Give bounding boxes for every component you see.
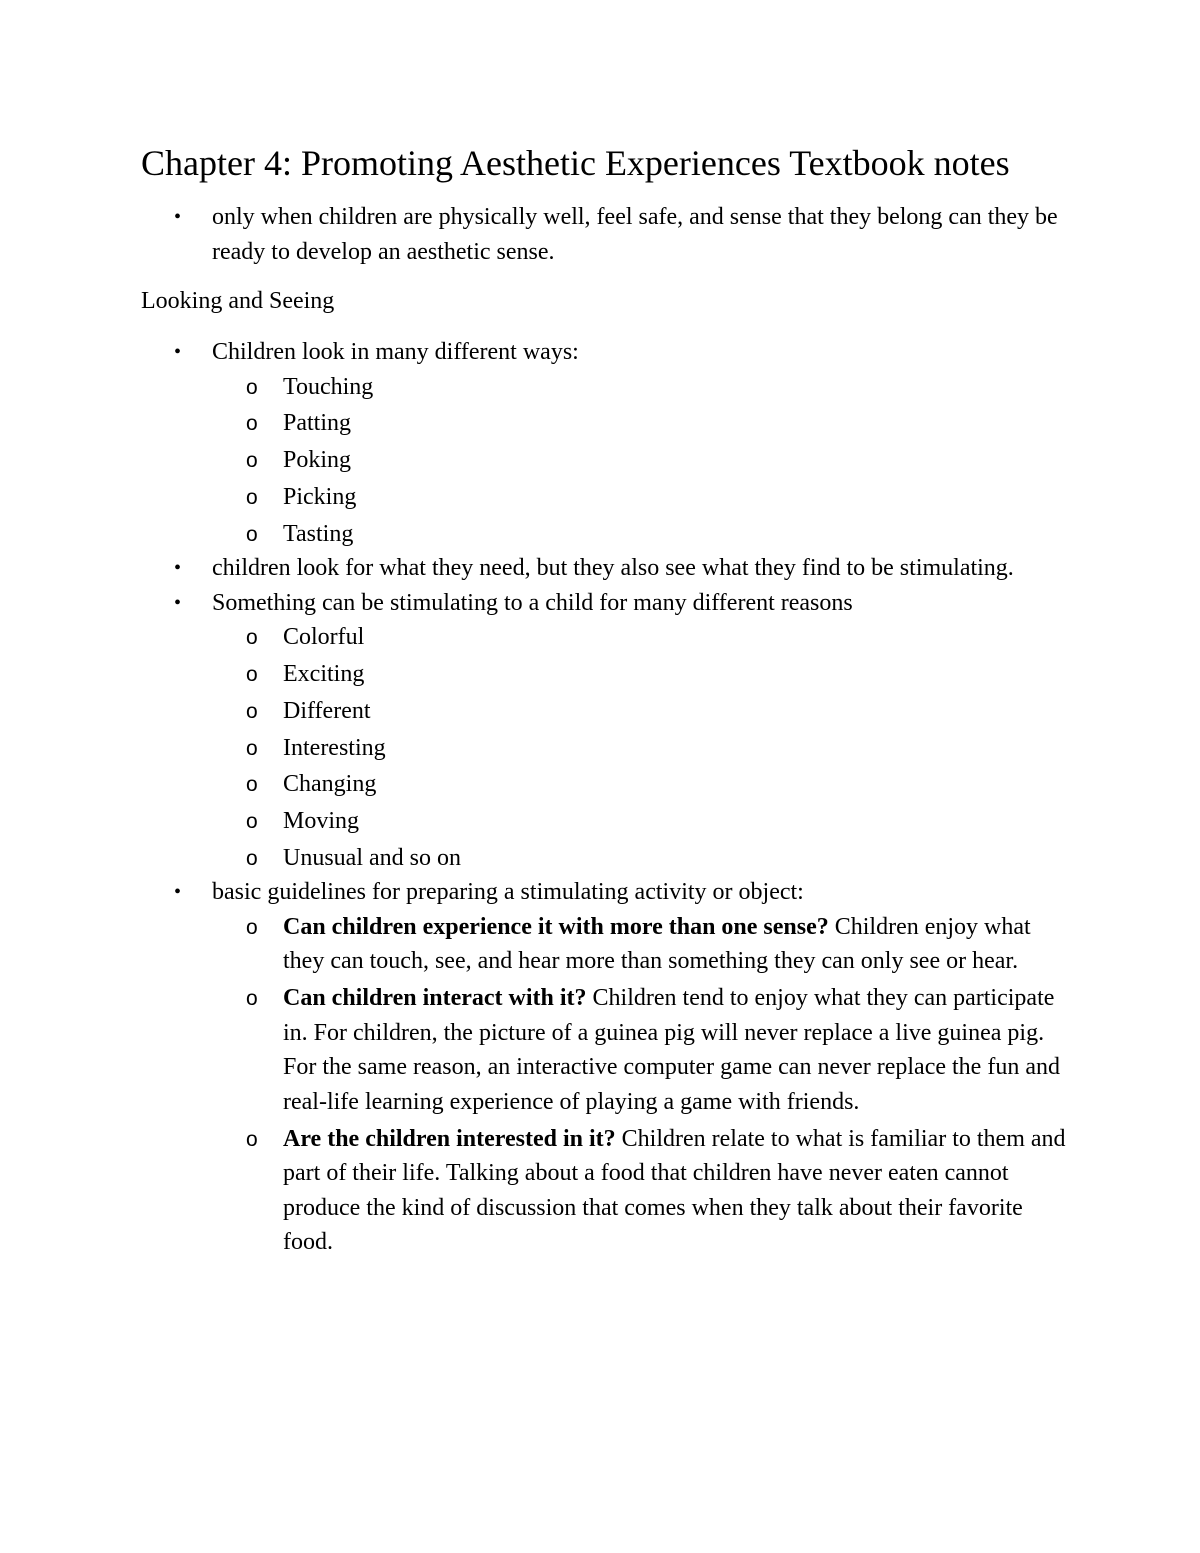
circle-bullet-icon: o (246, 987, 258, 1011)
intro-bullet-list (0, 200, 1062, 269)
sub-list-item (0, 767, 1068, 802)
list-item-text: Something can be stimulating to a child for many different reasons (212, 589, 853, 616)
list-item (0, 875, 1062, 910)
circle-bullet-icon: o (246, 522, 258, 546)
sub-list-item-text: Moving (283, 808, 360, 835)
list-item-text: basic guidelines for preparing a stimulating activity or object: (212, 879, 804, 906)
list-item-text: Children look in many different ways: (212, 339, 579, 365)
circle-bullet-icon: o (246, 810, 258, 834)
circle-bullet-icon: o (246, 915, 258, 939)
list-item-text: children look for what they need, but they also see what they find to be stimulating. (212, 555, 1014, 582)
list-item (0, 335, 1062, 370)
main-bullet-list (0, 335, 1068, 1260)
circle-bullet-icon: o (246, 736, 258, 760)
sub-list-container (0, 620, 1068, 875)
circle-bullet-icon: o (246, 699, 258, 723)
circle-bullet-icon: o (246, 846, 258, 870)
guideline-question: Are the children interested in it? (283, 1125, 616, 1152)
sub-list-item (0, 657, 1068, 692)
sub-list-container (0, 370, 1068, 552)
bullet-icon: • (174, 206, 182, 228)
section-heading: Looking and Seeing (141, 288, 335, 314)
guideline-item (0, 981, 1068, 1119)
sub-list-item-text: Interesting (283, 734, 386, 761)
page-title: Chapter 4: Promoting Aesthetic Experiences Textbook notes (141, 143, 1010, 183)
sub-list-item-text: Exciting (283, 660, 365, 687)
sub-list-item (0, 804, 1068, 839)
sub-bullet-list (0, 620, 1068, 875)
sub-list-item-text: Tasting (283, 520, 354, 547)
list-item (0, 551, 1062, 586)
sub-list-item (0, 406, 1068, 441)
circle-bullet-icon: o (246, 626, 258, 650)
sub-list-item (0, 480, 1068, 515)
circle-bullet-icon: o (246, 412, 258, 436)
bullet-icon: • (174, 557, 182, 580)
list-item (0, 200, 1062, 269)
sub-list-item-text: Touching (283, 373, 374, 400)
circle-bullet-icon: o (246, 773, 258, 797)
sub-list-container (0, 910, 1068, 1260)
circle-bullet-icon: o (246, 375, 258, 399)
guideline-explanation: Children enjoy what they can touch, see, and hear more than something they can only see or hear. (283, 913, 1031, 975)
sub-bullet-list (0, 910, 1068, 1260)
guideline-item (0, 1122, 1068, 1260)
list-item (0, 586, 1062, 621)
list-item-text: only when children are physically well, feel safe, and sense that they belong can they be ready to develop an aesthetic sense. (212, 204, 1058, 265)
sub-list-item-text: Unusual and so on (283, 844, 461, 871)
sub-list-item-text: Poking (283, 447, 352, 474)
sub-list-item (0, 443, 1068, 478)
sub-list-item (0, 731, 1068, 766)
sub-bullet-list (0, 370, 1068, 552)
sub-list-item-text: Picking (283, 483, 357, 510)
guideline-item (0, 910, 1068, 979)
sub-list-item-text: Changing (283, 771, 377, 798)
circle-bullet-icon: o (246, 485, 258, 509)
guideline-explanation: Children relate to what is familiar to them and part of their life. Talking about a food that children have never eaten cannot produce the kind of discussion that comes when they talk about their favorite food. (283, 1125, 1066, 1256)
sub-list-item (0, 694, 1068, 729)
bullet-icon: • (174, 341, 182, 363)
circle-bullet-icon: o (246, 449, 258, 473)
sub-list-item-text: Different (283, 697, 371, 724)
sub-list-item-text: Patting (283, 410, 352, 437)
circle-bullet-icon: o (246, 662, 258, 686)
sub-list-item (0, 841, 1068, 876)
guideline-question: Can children experience it with more than one sense? (283, 913, 829, 940)
guideline-question: Can children interact with it? (283, 985, 587, 1012)
sub-list-item (0, 620, 1068, 655)
bullet-icon: • (174, 591, 182, 614)
circle-bullet-icon: o (246, 1127, 258, 1151)
bullet-icon: • (174, 881, 182, 904)
sub-list-item (0, 517, 1068, 552)
sub-list-item-text: Colorful (283, 624, 365, 651)
guideline-explanation: Children tend to enjoy what they can participate in. For children, the picture of a guinea pig will never replace a live guinea pig. For the same reason, an interactive computer game can never replace the fun and real-life learning experience of playing a game with friends. (283, 985, 1060, 1115)
sub-list-item (0, 370, 1068, 405)
